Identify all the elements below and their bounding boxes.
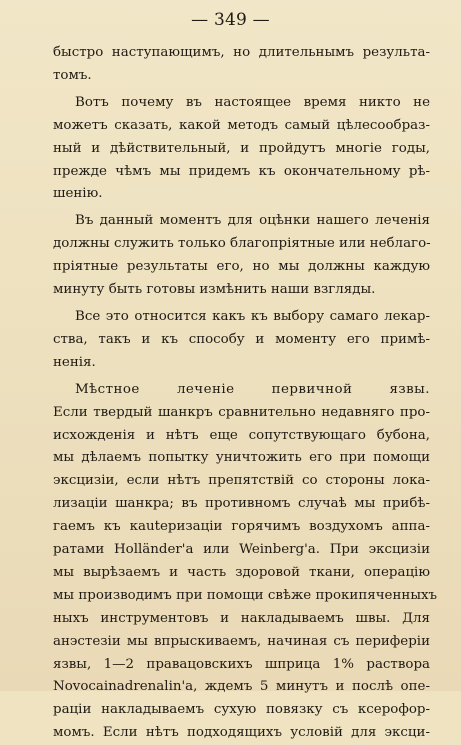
text-line: ратами Holländer'a или Weinberg'a. При эксцизіи [53,542,430,558]
text-line: мы вырѣзаемъ и часть здоровой ткани, операцію [53,564,430,580]
text-line: шенію. [53,186,103,202]
text-line: минуту быть готовы измѣнить наши взгляды. [53,282,376,298]
text-line: эксцизіи, если нѣтъ препятствій со стороны лока- [53,473,430,489]
text-line: язвы, 1—2 правацовскихъ шприца 1% раствора [53,656,430,672]
text-line: ныхъ инструментовъ и накладываемъ швы. Для [53,610,430,626]
text-line: ненія. [53,354,96,370]
text-line: ства, такъ и къ способу и моменту его примѣ- [53,331,430,347]
text-line: пріятные результаты его, но мы должны каждую [53,259,430,275]
text-line: Вотъ почему въ настоящее время никто не [75,94,430,110]
text-line: Все это относится какъ къ выбору самаго лекар- [75,308,430,324]
text-line: быстро наступающимъ, но длительнымъ результа- [53,45,430,60]
text-line: раціи накладываемъ сухую повязку съ ксерофор- [53,702,430,718]
text-line: момъ. Если нѣтъ подходящихъ условій для эксци- [53,725,430,741]
page-body [53,42,438,745]
page-number: — 349 — [191,10,270,30]
text-line: Въ данный моментъ для оцѣнки нашего леченія [75,213,430,229]
text-line: мы дѣлаемъ попытку уничтожить его при помощи [53,450,430,466]
text-line: можетъ сказать, какой методъ самый цѣлесообраз- [53,117,430,133]
section-heading: Мѣстное леченіе первичной язвы. [75,381,430,397]
text-line: томъ. [53,67,92,83]
text-line: Если твердый шанкръ сравнительно недавняго про- [53,404,430,420]
text-line: лизаціи шанкра; въ противномъ случаѣ мы прибѣ- [53,496,430,512]
text-line: исхожденія и нѣтъ еще сопутствующаго бубона, [53,427,430,443]
text-line: Novocainadrenalin'a, ждемъ 5 минутъ и послѣ опе- [53,679,430,695]
text-line: гаемъ къ кautеризаціи горячимъ воздухомъ аппа- [53,519,430,535]
text-line: ный и дѣйствительный, и пройдутъ многіе годы, [53,140,430,156]
text-line: анэстезіи мы впрыскиваемъ, начиная съ периферіи [53,633,430,649]
text-line: мы производимъ при помощи свѣже прокипяченныхъ [53,587,438,603]
text-line: должны служить только благопріятные или неблаго- [53,236,431,252]
text-line: прежде чѣмъ мы придемъ къ окончательному рѣ- [53,163,430,179]
